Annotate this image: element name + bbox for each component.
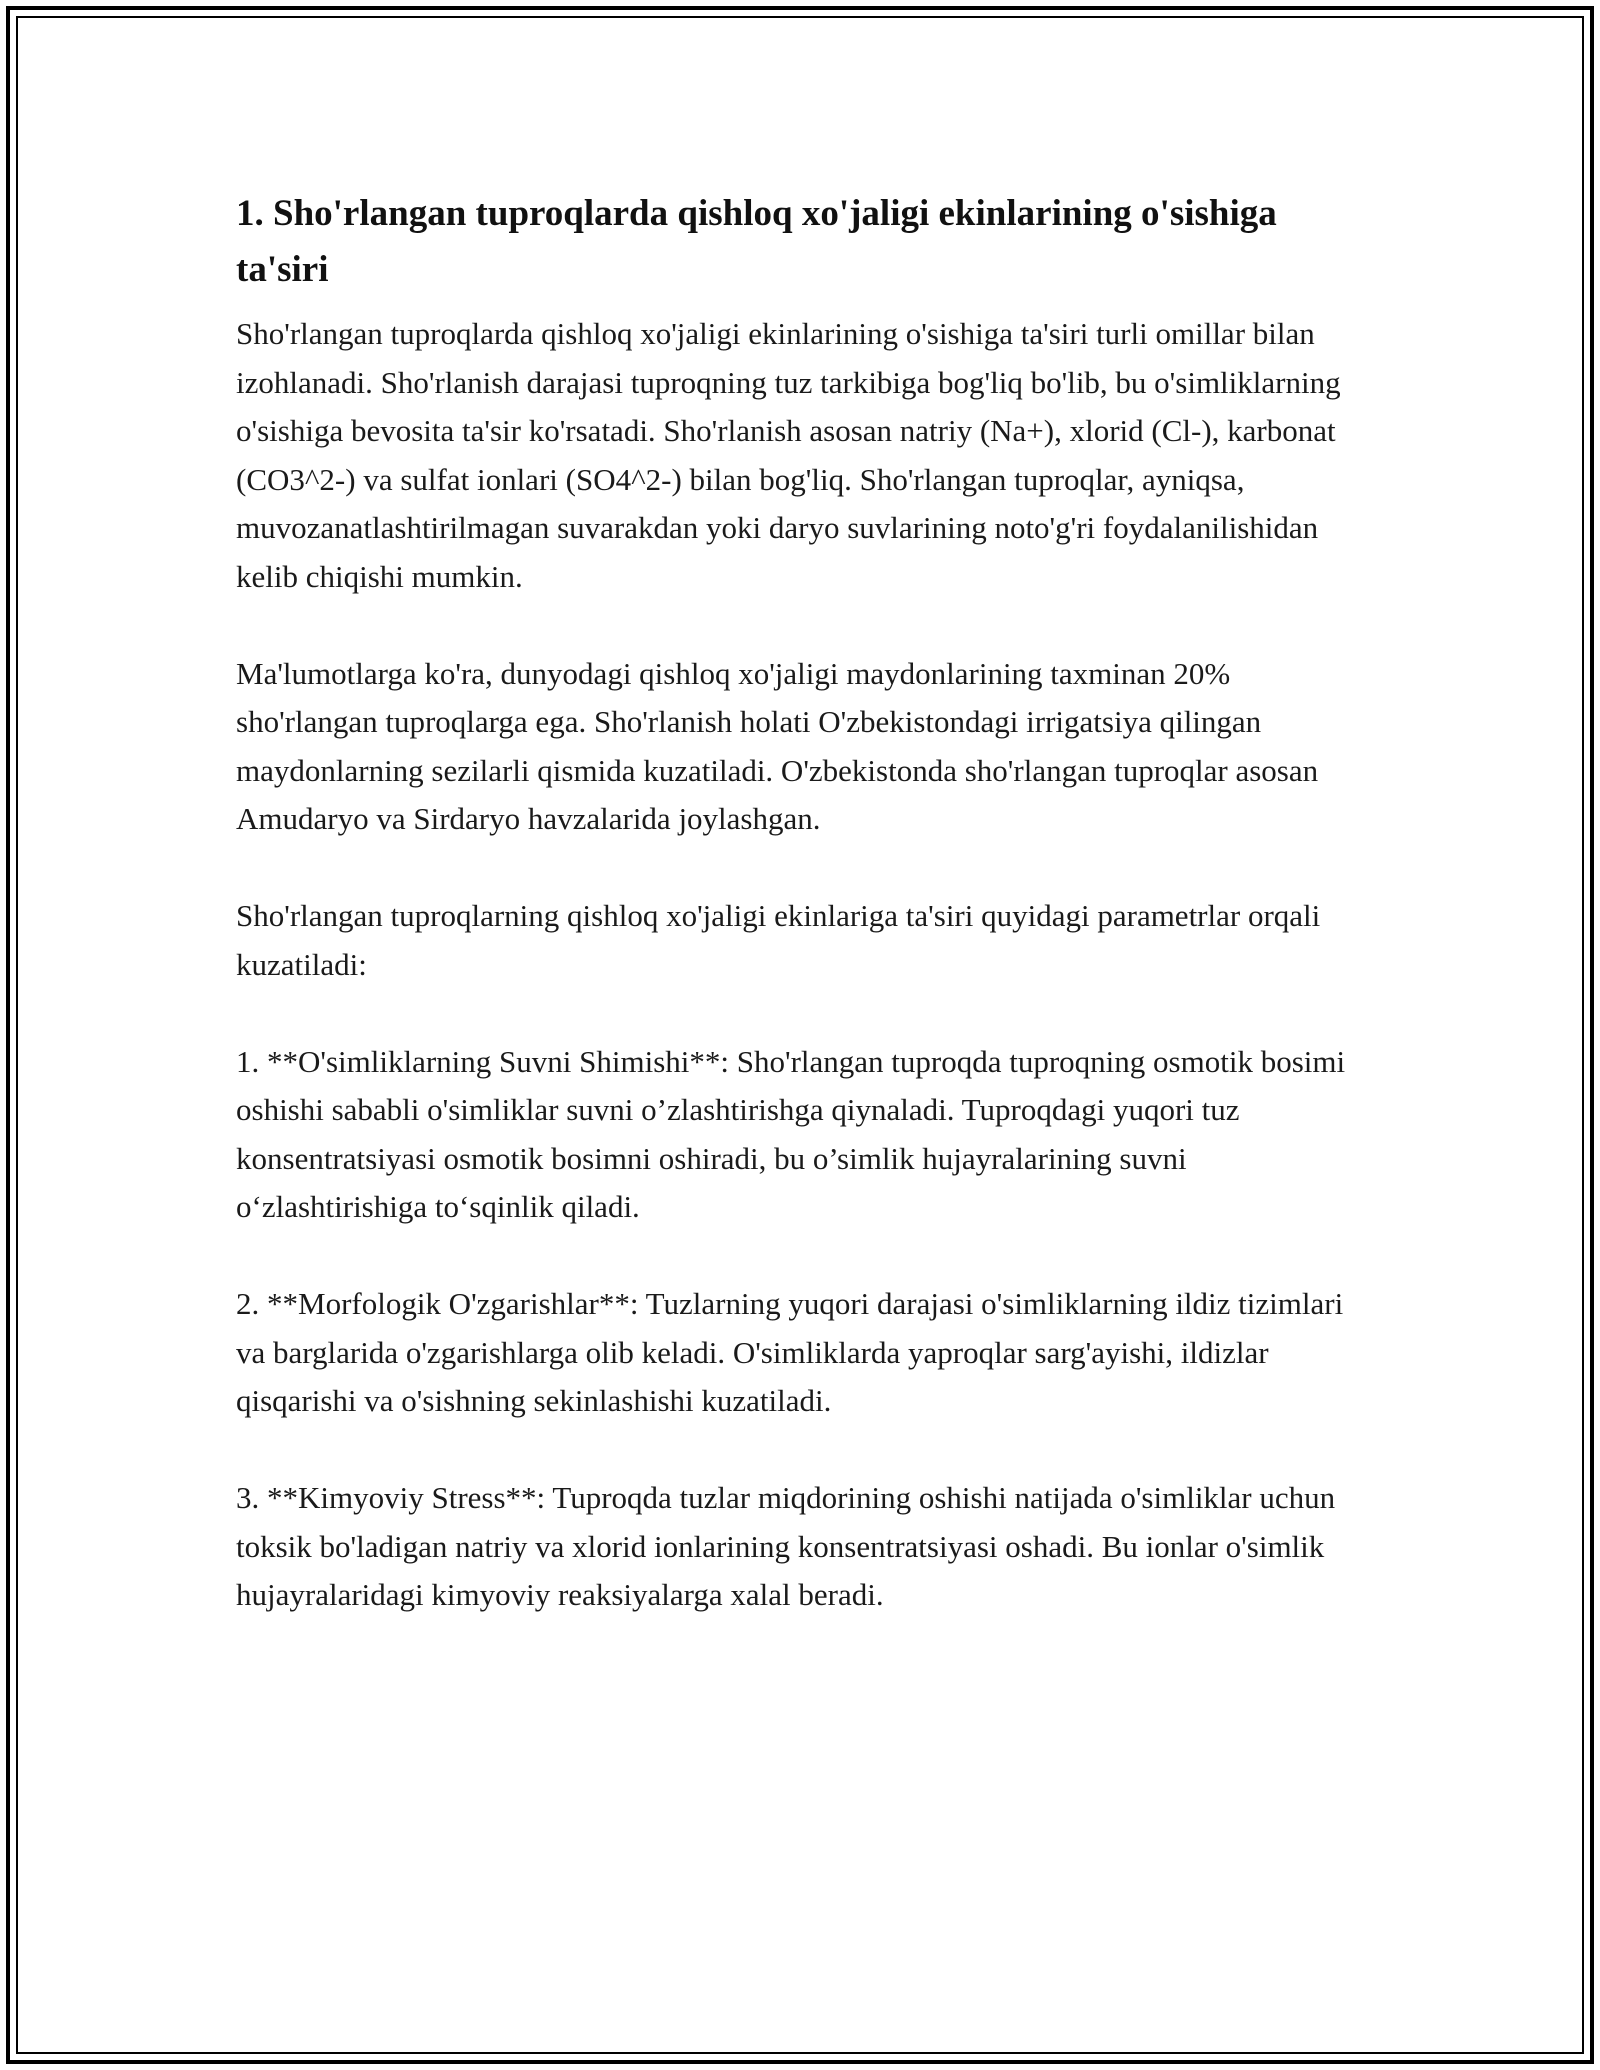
paragraph-parameters-lead: Sho'rlangan tuproqlarning qishloq xo'jaligi ekinlariga ta'siri quyidagi parametrlar orqali kuzatiladi: — [236, 898, 1321, 982]
list-item-chemical-stress: 3. **Kimyoviy Stress**: Tuproqda tuzlar miqdorining oshishi natijada o'simliklar uchun toksik bo'ladigan natriy va xlorid ionlarining konsentratsiyasi oshadi. Bu ionlar o'simlik hujayralaridagi kimyoviy reaksiyalarga xalal beradi. — [236, 1480, 1336, 1612]
list-item-water-uptake: 1. **O'simliklarning Suvni Shimishi**: Sho'rlangan tuproqda tuproqning osmotik bosimi oshishi sababli o'simliklar suvni o’zlashtirishga qiynaladi. Tuproqdagi yuqori tuz konsentratsiyasi osmotik bosimni oshiradi, bu o’simlik hujayralarining suvni o‘zlashtirishiga to‘sqinlik qiladi. — [236, 1043, 1346, 1224]
document-body — [236, 186, 1366, 1620]
list-item-morphological-changes: 2. **Morfologik O'zgarishlar**: Tuzlarning yuqori darajasi o'simliklarning ildiz tizimlari va barglarida o'zgarishlarga olib keladi. O'simliklarda yaproqlar sarg'ayishi, ildizlar qisqarishi va o'sishning sekinlashishi kuzatiladi. — [236, 1286, 1344, 1418]
section-title: 1. Sho'rlangan tuproqlarda qishloq xo'jaligi ekinlarining o'sishiga ta'siri — [236, 193, 1277, 290]
paragraph-intro: Sho'rlangan tuproqlarda qishloq xo'jaligi ekinlarining o'sishiga ta'siri turli omillar bilan izohlanadi. Sho'rlanish darajasi tuproqning tuz tarkibiga bog'liq bo'lib, bu o'simliklarning o'sishiga bevosita ta'sir ko'rsatadi. Sho'rlanish asosan natriy (Na+), xlorid (Cl-), karbonat (CO3^2-) va sulfat ionlari (SO4^2-) bilan bog'liq. Sho'rlangan tuproqlar, ayniqsa, muvozanatlashtirilmagan suvarakdan yoki daryo suvlarining noto'g'ri foydalanilishidan kelib chiqishi mumkin. — [236, 316, 1341, 594]
paragraph-statistics: Ma'lumotlarga ko'ra, dunyodagi qishloq xo'jaligi maydonlarining taxminan 20% sho'rlangan tuproqlarga ega. Sho'rlanish holati O'zbekistondagi irrigatsiya qilingan maydonlarning sezilarli qismida kuzatiladi. O'zbekistonda sho'rlangan tuproqlar asosan Amudaryo va Sirdaryo havzalarida joylashgan. — [236, 655, 1319, 836]
